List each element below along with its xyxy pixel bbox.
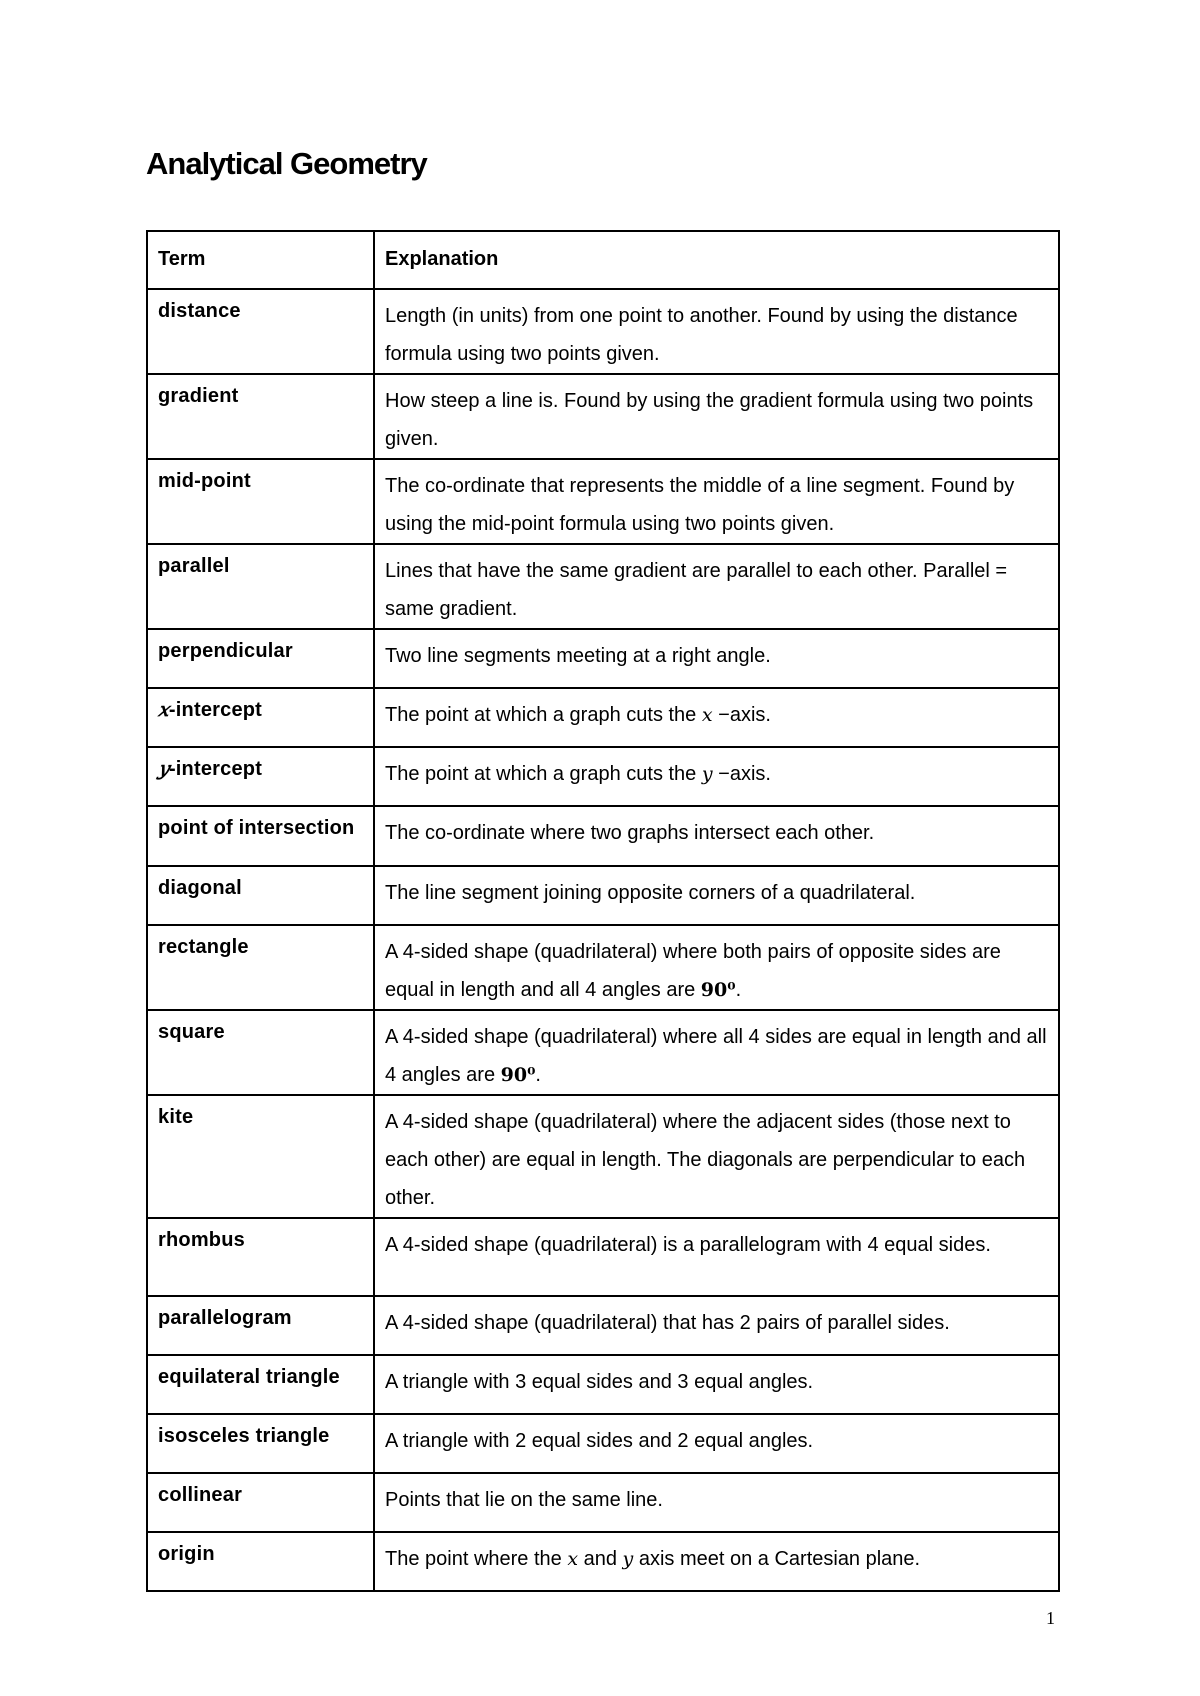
term-cell: diagonal xyxy=(147,866,374,925)
explanation-cell: A triangle with 3 equal sides and 3 equal angles. xyxy=(374,1355,1059,1414)
explanation-cell xyxy=(374,688,1059,747)
table-row xyxy=(147,544,1059,629)
explanation-text: A 4-sided shape (quadrilateral) where both pairs of opposite sides are equal in length and all 4 angles are xyxy=(385,941,1001,1001)
table-row xyxy=(147,374,1059,459)
table-row xyxy=(147,866,1059,925)
term-cell: rectangle xyxy=(147,925,374,1010)
table-row xyxy=(147,688,1059,747)
term-cell: isosceles triangle xyxy=(147,1414,374,1473)
header-explanation: Explanation xyxy=(374,231,1059,289)
term-cell: rhombus xyxy=(147,1218,374,1296)
term-cell: equilateral triangle xyxy=(147,1355,374,1414)
explanation-cell: Two line segments meeting at a right angle. xyxy=(374,629,1059,688)
explanation-cell: Length (in units) from one point to another. Found by using the distance formula using two points given. xyxy=(374,289,1059,374)
header-term: Term xyxy=(147,231,374,289)
explanation-variable: 𝑦 xyxy=(622,1548,634,1570)
explanation-cell: A 4-sided shape (quadrilateral) is a parallelogram with 4 equal sides. xyxy=(374,1218,1059,1296)
explanation-text: The point at which a graph cuts the xyxy=(385,704,702,726)
table-row xyxy=(147,289,1059,374)
explanation-cell: A 4-sided shape (quadrilateral) where the adjacent sides (those next to each other) are equal in length. The diagonals are perpendicular to each other. xyxy=(374,1095,1059,1218)
page-number: 1 xyxy=(1046,1608,1055,1628)
term-cell: kite xyxy=(147,1095,374,1218)
explanation-variable: 𝑥 xyxy=(701,704,713,726)
table-row xyxy=(147,925,1059,1010)
explanation-text: The point where the xyxy=(385,1548,568,1570)
table-row xyxy=(147,1355,1059,1414)
term-cell: point of intersection xyxy=(147,806,374,866)
explanation-text-after: . xyxy=(535,1064,541,1086)
explanation-cell: Points that lie on the same line. xyxy=(374,1473,1059,1532)
table-row xyxy=(147,1095,1059,1218)
term-variable: 𝑥 xyxy=(158,699,169,721)
explanation-text: The point at which a graph cuts the xyxy=(385,763,702,785)
term-cell: gradient xyxy=(147,374,374,459)
explanation-cell xyxy=(374,925,1059,1010)
table-row xyxy=(147,1010,1059,1095)
explanation-text-after: −axis. xyxy=(712,763,771,785)
explanation-variable: 𝑦 xyxy=(701,763,713,785)
term-text: -intercept xyxy=(168,758,263,780)
table-row xyxy=(147,459,1059,544)
table-row xyxy=(147,1296,1059,1355)
explanation-cell: The co-ordinate that represents the middle of a line segment. Found by using the mid-point formula using two points given. xyxy=(374,459,1059,544)
explanation-cell: How steep a line is. Found by using the gradient formula using two points given. xyxy=(374,374,1059,459)
table-row xyxy=(147,806,1059,866)
table-row xyxy=(147,1218,1059,1296)
explanation-cell: A 4-sided shape (quadrilateral) that has 2 pairs of parallel sides. xyxy=(374,1296,1059,1355)
explanation-cell: The co-ordinate where two graphs intersect each other. xyxy=(374,806,1059,866)
explanation-text-mid: and xyxy=(578,1548,623,1570)
term-cell: square xyxy=(147,1010,374,1095)
explanation-text-after: −axis. xyxy=(712,704,771,726)
table-row xyxy=(147,747,1059,806)
page-title: Analytical Geometry xyxy=(146,146,427,181)
explanation-cell xyxy=(374,747,1059,806)
explanation-cell: The line segment joining opposite corners of a quadrilateral. xyxy=(374,866,1059,925)
table-row xyxy=(147,1532,1059,1591)
explanation-cell: Lines that have the same gradient are parallel to each other. Parallel = same gradient. xyxy=(374,544,1059,629)
explanation-text: A 4-sided shape (quadrilateral) where all 4 sides are equal in length and all 4 angles are xyxy=(385,1026,1047,1086)
term-text: -intercept xyxy=(168,699,263,721)
table-row xyxy=(147,629,1059,688)
explanation-text-after: axis meet on a Cartesian plane. xyxy=(633,1548,921,1570)
term-cell: origin xyxy=(147,1532,374,1591)
explanation-variable: 𝑥 xyxy=(567,1548,579,1570)
term-cell xyxy=(147,747,374,806)
table-header-row xyxy=(147,231,1059,289)
table-row xyxy=(147,1473,1059,1532)
term-cell: parallelogram xyxy=(147,1296,374,1355)
explanation-angle: 90⁰ xyxy=(500,1064,536,1086)
term-cell: distance xyxy=(147,289,374,374)
explanation-cell xyxy=(374,1532,1059,1591)
explanation-angle: 90⁰ xyxy=(700,979,736,1001)
table-row xyxy=(147,1414,1059,1473)
term-cell: collinear xyxy=(147,1473,374,1532)
term-cell: mid-point xyxy=(147,459,374,544)
glossary-table xyxy=(146,230,1060,1592)
term-cell xyxy=(147,688,374,747)
term-cell: parallel xyxy=(147,544,374,629)
term-cell: perpendicular xyxy=(147,629,374,688)
term-variable: 𝑦 xyxy=(158,758,169,780)
explanation-text-after: . xyxy=(735,979,742,1001)
explanation-cell: A triangle with 2 equal sides and 2 equal angles. xyxy=(374,1414,1059,1473)
explanation-cell xyxy=(374,1010,1059,1095)
